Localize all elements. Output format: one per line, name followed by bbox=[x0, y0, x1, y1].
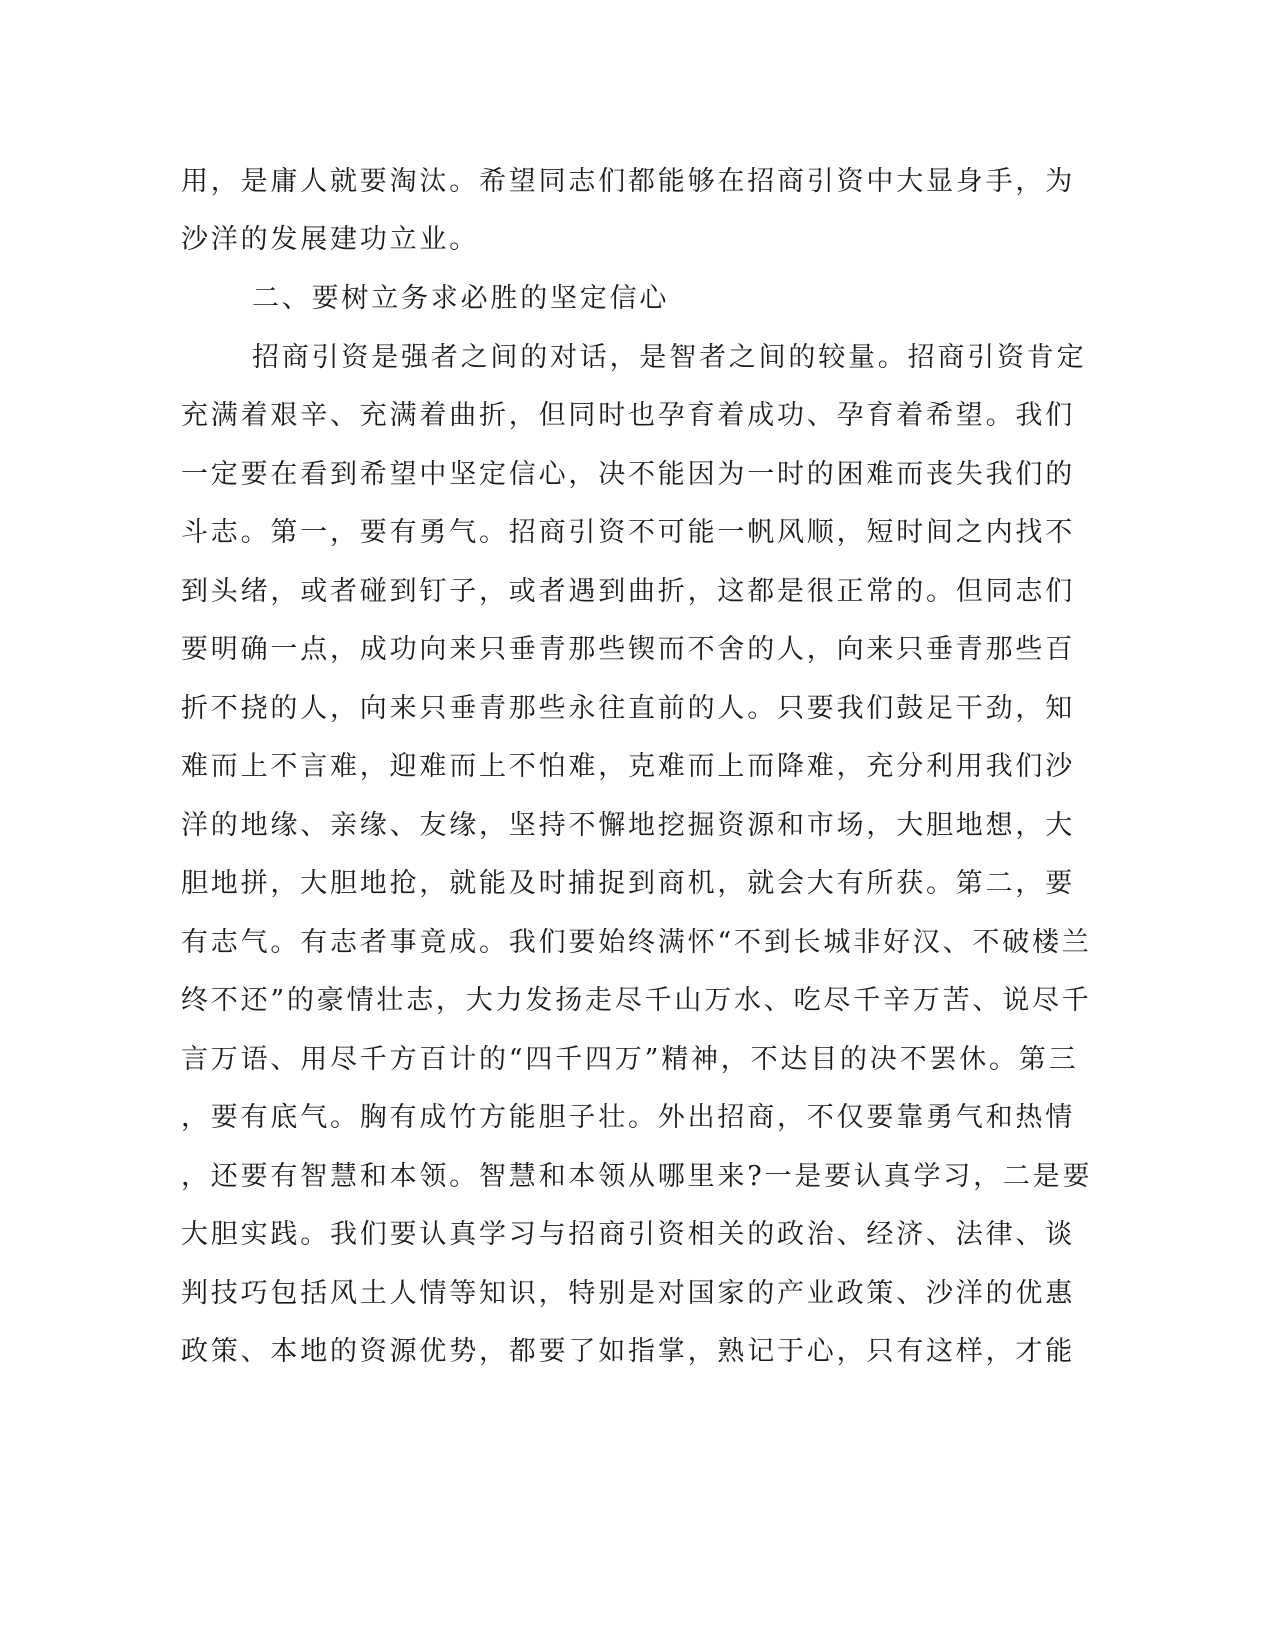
paragraph-line: 沙洋的发展建功立业。 bbox=[181, 224, 479, 255]
section-heading: 二、要树立务求必胜的坚定信心 bbox=[252, 283, 670, 314]
paragraph-line: 终不还”的豪情壮志，大力发扬走尽千山万水、吃尽千辛万苦、说尽千 bbox=[181, 985, 1092, 1016]
paragraph-line: 判技巧包括风土人情等知识，特别是对国家的产业政策、沙洋的优惠 bbox=[181, 1278, 1075, 1309]
paragraph-line: 斗志。第一，要有勇气。招商引资不可能一帆风顺，短时间之内找不 bbox=[181, 517, 1075, 548]
paragraph-line: 到头绪，或者碰到钉子，或者遇到曲折，这都是很正常的。但同志们 bbox=[181, 576, 1075, 607]
paragraph-line: 一定要在看到希望中坚定信心，决不能因为一时的困难而丧失我们的 bbox=[181, 459, 1075, 490]
paragraph-line: 充满着艰辛、充满着曲折，但同时也孕育着成功、孕育着希望。我们 bbox=[181, 400, 1075, 431]
paragraph-line: 言万语、用尽千方百计的“四千四万”精神，不达目的决不罢休。第三 bbox=[181, 1044, 1079, 1075]
paragraph-line: 折不挠的人，向来只垂青那些永往直前的人。只要我们鼓足干劲，知 bbox=[181, 693, 1075, 724]
paragraph-line: 大胆实践。我们要认真学习与招商引资相关的政治、经济、法律、谈 bbox=[181, 1219, 1075, 1250]
paragraph-line: 要明确一点，成功向来只垂青那些锲而不舍的人，向来只垂青那些百 bbox=[181, 634, 1075, 665]
paragraph-line: 用，是庸人就要淘汰。希望同志们都能够在招商引资中大显身手，为 bbox=[181, 166, 1075, 197]
paragraph-line: 招商引资是强者之间的对话，是智者之间的较量。招商引资肯定 bbox=[252, 342, 1087, 373]
paragraph-line: 有志气。有志者事竟成。我们要始终满怀“不到长城非好汉、不破楼兰 bbox=[181, 927, 1092, 958]
paragraph-line: ，还要有智慧和本领。智慧和本领从哪里来?一是要认真学习，二是要 bbox=[181, 1161, 1093, 1192]
paragraph-line: 难而上不言难，迎难而上不怕难，克难而上而降难，充分利用我们沙 bbox=[181, 751, 1075, 782]
paragraph-line: 胆地拼，大胆地抢，就能及时捕捉到商机，就会大有所获。第二，要 bbox=[181, 868, 1075, 899]
paragraph-line: 洋的地缘、亲缘、友缘，坚持不懈地挖掘资源和市场，大胆地想，大 bbox=[181, 810, 1075, 841]
paragraph-line: 政策、本地的资源优势，都要了如指掌，熟记于心，只有这样，才能 bbox=[181, 1336, 1075, 1367]
paragraph-line: ，要有底气。胸有成竹方能胆子壮。外出招商，不仅要靠勇气和热情 bbox=[181, 1102, 1075, 1133]
